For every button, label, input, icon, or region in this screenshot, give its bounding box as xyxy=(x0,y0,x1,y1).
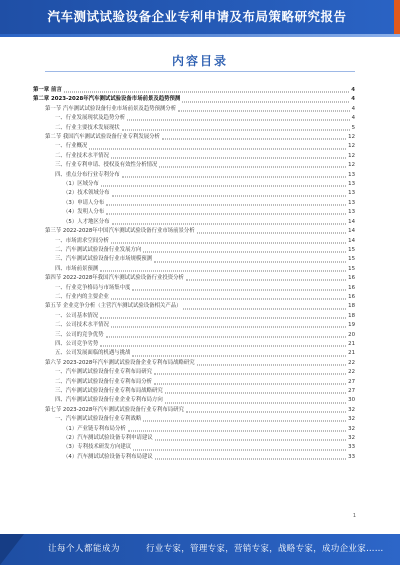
toc-entry-title: 一、汽车测试试验设备行业专利战略 xyxy=(55,416,142,423)
toc-dot-leader xyxy=(165,402,346,403)
toc-entry-title: （2）技术领域分布 xyxy=(63,190,110,197)
toc-dot-leader xyxy=(197,364,346,365)
toc-entry-page: 13 xyxy=(348,181,355,188)
toc-entry-page: 12 xyxy=(348,143,355,150)
toc-entry-title: 二、行业主要技术发展现状 xyxy=(55,124,120,131)
page-number: 1 xyxy=(352,513,356,519)
toc-entry-page: 4 xyxy=(351,105,355,112)
toc-entry-page: 32 xyxy=(348,425,355,432)
toc-entry[interactable] xyxy=(33,237,355,246)
header-accent-block xyxy=(394,0,400,34)
toc-entry-title: 一、公司基本情况 xyxy=(55,312,99,319)
toc-entry[interactable] xyxy=(33,368,355,377)
footer-slogan-right: 行业专家，管理专家，营销专家，战略专家，成功企业家…… xyxy=(146,544,384,554)
toc-dot-leader xyxy=(112,195,347,196)
toc-dot-leader xyxy=(165,393,346,394)
toc-entry-title: 五、公司发展面临的机遇与挑战 xyxy=(55,350,131,357)
toc-dot-leader xyxy=(154,374,346,375)
toc-entry[interactable] xyxy=(33,434,355,443)
toc-entry-title: 第三节 2022-2028年中国汽车测试试验设备行业市场前景分析 xyxy=(45,228,195,235)
toc-entry-page: 22 xyxy=(348,369,355,376)
toc-entry-title: 二、行业技术水平情况 xyxy=(55,152,109,159)
toc-entry-title: （3）申请人分布 xyxy=(63,199,105,206)
toc-entry-page: 14 xyxy=(348,218,355,225)
toc-entry[interactable] xyxy=(33,227,355,236)
toc-dot-leader xyxy=(197,233,346,234)
toc-entry[interactable] xyxy=(33,171,355,180)
toc-entry[interactable] xyxy=(33,180,355,189)
toc-entry-title: 二、行业内的主要企业 xyxy=(55,293,109,300)
toc-entry[interactable] xyxy=(33,208,355,217)
report-header-bar xyxy=(0,0,400,34)
toc-entry[interactable] xyxy=(33,396,355,405)
toc-entry-page: 14 xyxy=(348,237,355,244)
toc-entry-title: 第六节 2023-2028年汽车测试试验设备企业专利布局战略研究 xyxy=(45,359,195,366)
toc-dot-leader xyxy=(111,158,346,159)
toc-entry[interactable] xyxy=(33,378,355,387)
toc-entry[interactable] xyxy=(33,95,355,104)
toc-entry-page: 15 xyxy=(348,246,355,253)
toc-entry[interactable] xyxy=(33,302,355,311)
toc-entry[interactable] xyxy=(33,443,355,452)
toc-entry-page: 14 xyxy=(348,228,355,235)
toc-entry[interactable] xyxy=(33,105,355,114)
toc-entry-title: （1）区域分布 xyxy=(63,181,99,188)
toc-entry-page: 19 xyxy=(348,322,355,329)
toc-entry-title: 三、汽车测试试验设备行业专利布局战略研究 xyxy=(55,388,163,394)
toc-entry-title: 四、公司竞争劣势 xyxy=(55,340,99,347)
toc-entry-title: （4）发明人分布 xyxy=(63,209,105,216)
toc-dot-leader xyxy=(143,421,346,422)
toc-entry-page: 13 xyxy=(348,190,355,197)
toc-entry-page: 18 xyxy=(348,312,355,319)
toc-entry[interactable] xyxy=(33,321,355,330)
toc-dot-leader xyxy=(128,430,346,431)
toc-dot-leader xyxy=(100,270,346,271)
toc-entry-title: 三、公司的竞争优势 xyxy=(55,331,104,338)
toc-dot-leader xyxy=(162,139,346,140)
toc-entry-page: 16 xyxy=(348,293,355,300)
toc-dot-leader xyxy=(100,317,346,318)
toc-entry-title: 二、汽车测试试验设备行业专利布局分析 xyxy=(55,378,153,385)
toc-entry[interactable] xyxy=(33,218,355,227)
toc-entry-title: 第四节 2022-2028年我国汽车测试试验设备行业投资分析 xyxy=(45,275,184,282)
toc-entry-title: 一、行业发展现状及趋势分析 xyxy=(55,115,126,122)
toc-entry-page: 4 xyxy=(351,87,355,93)
toc-dot-leader xyxy=(143,252,346,253)
toc-entry-page: 32 xyxy=(348,416,355,423)
toc-dot-leader xyxy=(111,242,346,243)
toc-dot-leader xyxy=(186,280,346,281)
toc-entry-title: （1）产业链专利布局分析 xyxy=(63,425,126,432)
toc-dot-leader xyxy=(186,412,346,413)
toc-entry-title: 第七节 2023-2028年汽车测试试验设备行业专利布局研究 xyxy=(45,406,184,413)
toc-dot-leader xyxy=(122,176,346,177)
header-underline xyxy=(0,34,400,37)
toc-entry[interactable] xyxy=(33,349,355,358)
toc-dot-leader xyxy=(155,440,346,441)
toc-entry-page: 12 xyxy=(348,152,355,159)
toc-entry-page: 21 xyxy=(348,350,355,357)
toc-dot-leader xyxy=(182,101,349,102)
toc-dot-leader xyxy=(154,261,346,262)
footer-slogan-left: 让每个人都能成为 xyxy=(48,544,121,554)
toc-entry-title: 三、行业专利申请、授权及有效性分析情况 xyxy=(55,162,158,169)
toc-entry[interactable] xyxy=(33,284,355,293)
toc-entry-title: 第一章 前言 xyxy=(33,87,62,93)
toc-entry[interactable] xyxy=(33,199,355,208)
toc-entry[interactable] xyxy=(33,453,355,462)
toc-entry-page: 4 xyxy=(351,96,355,103)
toc-dot-leader xyxy=(155,459,346,460)
toc-entry-page: 15 xyxy=(348,256,355,263)
toc-entry-title: 四、汽车测试试验设备行业企业专利布局方向 xyxy=(55,397,163,404)
toc-heading-divider xyxy=(45,71,355,72)
toc-entry[interactable] xyxy=(33,255,355,264)
toc-entry[interactable] xyxy=(33,425,355,434)
toc-dot-leader xyxy=(127,120,349,121)
toc-entry[interactable] xyxy=(33,415,355,424)
footer-corner-decoration xyxy=(0,534,24,565)
toc-entry-page: 16 xyxy=(348,275,355,282)
toc-dot-leader xyxy=(106,214,346,215)
toc-heading: 内容目录 xyxy=(171,54,228,68)
toc-entry-page: 13 xyxy=(348,171,355,178)
toc-entry[interactable] xyxy=(33,340,355,349)
toc-entry[interactable] xyxy=(33,152,355,161)
toc-entry[interactable] xyxy=(33,124,355,133)
toc-entry-page: 15 xyxy=(348,265,355,272)
toc-entry-page: 27 xyxy=(348,388,355,394)
toc-dot-leader xyxy=(100,346,346,347)
report-title: 汽车测试试验设备企业专利申请及布局策略研究报告 xyxy=(47,9,347,24)
toc-entry-title: 第五节 企业竞争分析（主营汽车测试试验设备相关产品） xyxy=(45,303,182,310)
toc-entry[interactable] xyxy=(33,114,355,123)
toc-entry[interactable] xyxy=(33,331,355,340)
toc-entry-page: 13 xyxy=(348,209,355,216)
table-of-contents xyxy=(33,86,355,462)
toc-entry-title: （3）专利技术研发方向建议 xyxy=(63,444,132,451)
toc-dot-leader xyxy=(122,129,350,130)
toc-dot-leader xyxy=(132,355,346,356)
toc-dot-leader xyxy=(64,92,349,93)
toc-entry-page: 33 xyxy=(348,453,355,460)
toc-dot-leader xyxy=(111,327,346,328)
toc-dot-leader xyxy=(132,289,346,290)
toc-entry[interactable] xyxy=(33,406,355,415)
toc-entry-title: 第二章 2023-2028年汽车测试试验设备市场前景及趋势预测 xyxy=(33,96,181,103)
toc-entry[interactable] xyxy=(33,86,355,95)
toc-entry-title: 第一节 汽车测试试验设备行业市场前景及趋势预测分析 xyxy=(45,105,177,112)
toc-dot-leader xyxy=(89,148,346,149)
toc-entry-title: 四、市场前景预测 xyxy=(55,265,99,272)
toc-entry-page: 33 xyxy=(348,444,355,451)
toc-entry-page: 22 xyxy=(348,359,355,366)
toc-entry-title: 一、行业竞争格局与市场集中度 xyxy=(55,284,131,291)
toc-entry-title: （5）人才地区分布 xyxy=(63,218,110,225)
toc-entry-page: 5 xyxy=(351,124,355,131)
toc-dot-leader xyxy=(112,223,347,224)
toc-dot-leader xyxy=(111,299,346,300)
toc-entry-title: 一、行业概况 xyxy=(55,143,88,150)
toc-dot-leader xyxy=(106,336,347,337)
toc-entry[interactable] xyxy=(33,246,355,255)
toc-entry-page: 27 xyxy=(348,378,355,385)
toc-entry[interactable] xyxy=(33,387,355,396)
toc-entry-title: 一、汽车测试试验设备行业专利布局研究 xyxy=(55,369,153,376)
toc-entry[interactable] xyxy=(33,359,355,368)
toc-entry-page: 32 xyxy=(348,406,355,413)
toc-dot-leader xyxy=(178,111,349,112)
toc-entry[interactable] xyxy=(33,265,355,274)
toc-entry[interactable] xyxy=(33,274,355,283)
footer-bar xyxy=(0,534,400,565)
toc-dot-leader xyxy=(159,167,346,168)
toc-entry-title: 一、市场需求空间分析 xyxy=(55,237,109,244)
toc-dot-leader xyxy=(154,383,346,384)
toc-entry[interactable] xyxy=(33,189,355,198)
toc-entry-page: 12 xyxy=(348,162,355,169)
toc-entry-title: 二、公司技术水平情况 xyxy=(55,322,109,329)
toc-entry-page: 21 xyxy=(348,340,355,347)
toc-entry-title: （4）汽车测试试验设备专利布局建议 xyxy=(63,453,153,460)
toc-entry-page: 30 xyxy=(348,397,355,404)
toc-entry-title: 二、汽车测试试验设备行业发展方向 xyxy=(55,246,142,253)
toc-entry-page: 13 xyxy=(348,199,355,206)
toc-entry-title: （2）汽车测试试验设备专利申请建议 xyxy=(63,435,153,442)
toc-entry-page: 20 xyxy=(348,331,355,338)
toc-entry-page: 32 xyxy=(348,435,355,442)
toc-entry-title: 第二节 我国汽车测试试验设备行业专利发展分析 xyxy=(45,134,160,141)
toc-entry[interactable] xyxy=(33,312,355,321)
toc-entry[interactable] xyxy=(33,142,355,151)
toc-entry-title: 三、汽车测试试验设备行业市场规模预测 xyxy=(55,256,153,263)
toc-entry-page: 18 xyxy=(348,303,355,310)
toc-dot-leader xyxy=(106,205,346,206)
toc-dot-leader xyxy=(183,308,346,309)
toc-entry-page: 4 xyxy=(351,115,355,122)
toc-entry-page: 12 xyxy=(348,134,355,141)
toc-entry-title: 四、重点分布行业专利分布 xyxy=(55,171,120,178)
toc-entry[interactable] xyxy=(33,161,355,170)
toc-entry[interactable] xyxy=(33,293,355,302)
toc-entry-page: 16 xyxy=(348,284,355,291)
toc-dot-leader xyxy=(101,186,346,187)
toc-entry[interactable] xyxy=(33,133,355,142)
toc-dot-leader xyxy=(133,449,346,450)
